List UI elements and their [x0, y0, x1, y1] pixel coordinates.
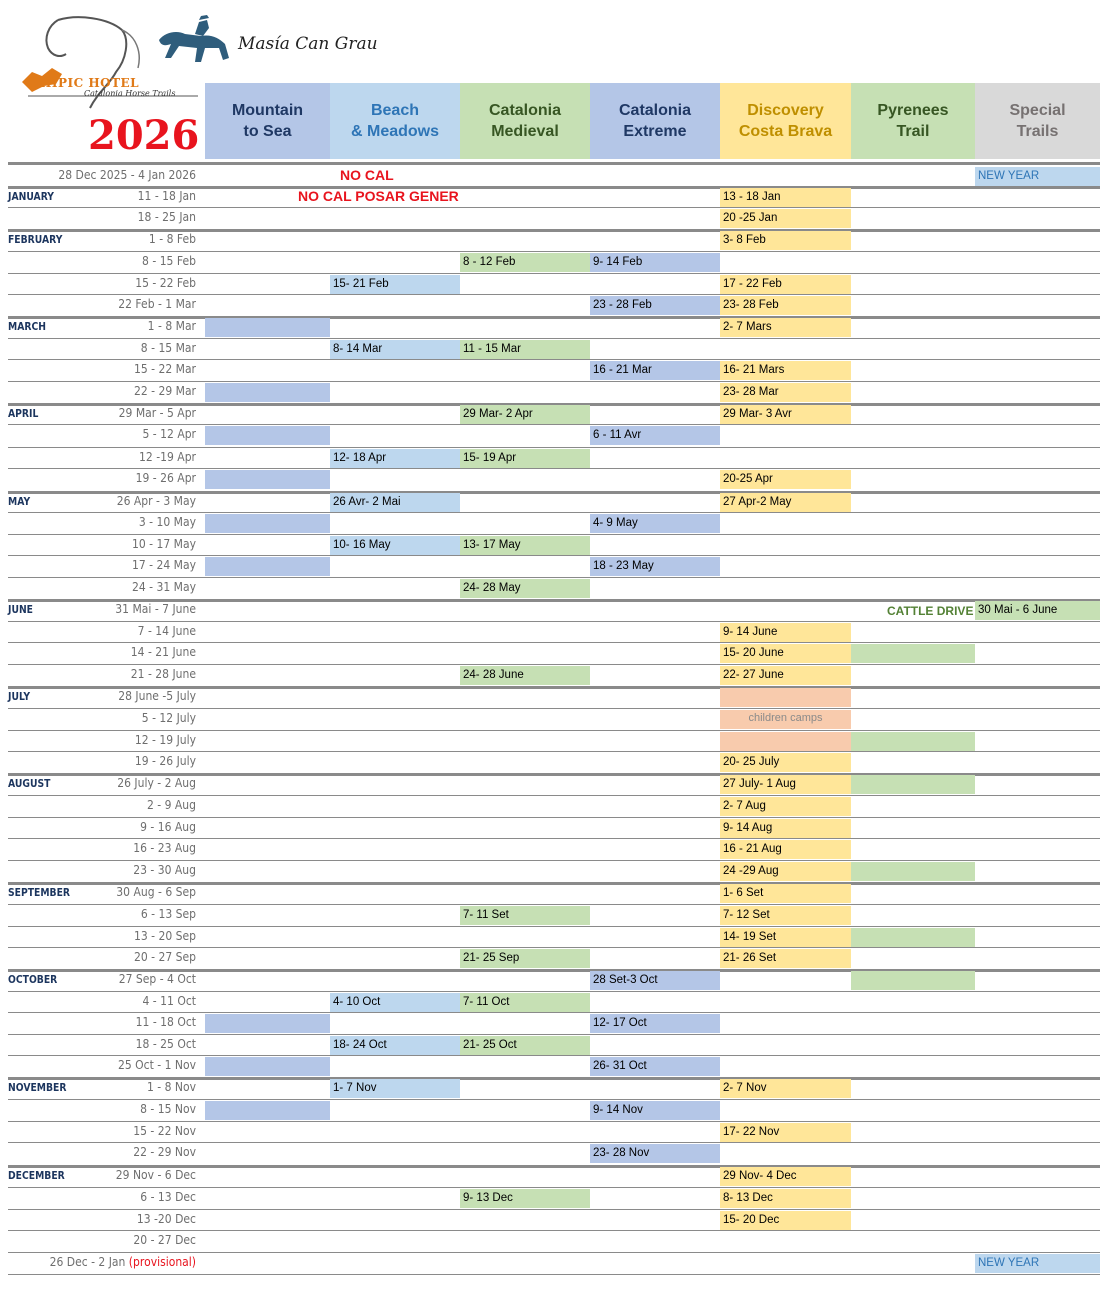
- week-range: 14 - 21 June: [130, 645, 196, 659]
- week-range: 5 - 12 July: [141, 711, 196, 725]
- cell-medieval: 21- 25 Sep: [460, 949, 590, 968]
- week-row: [0, 166, 1105, 187]
- week-row: [0, 578, 1105, 599]
- week-range: 6 - 13 Dec: [140, 1190, 196, 1204]
- cell-mountain: [205, 426, 330, 445]
- week-row: [0, 187, 1105, 208]
- week-row: [0, 752, 1105, 773]
- column-header-special: Special Trails: [975, 83, 1100, 159]
- week-range: 5 - 12 Apr: [142, 427, 196, 441]
- provisional-tag: (provisional): [125, 1255, 196, 1269]
- cell-mountain: [205, 1101, 330, 1120]
- cell-discovery: 17 - 22 Feb: [720, 275, 851, 294]
- week-row: [0, 970, 1105, 991]
- cell-beach: 1- 7 Nov: [330, 1079, 460, 1098]
- cell-discovery: 9- 14 June: [720, 623, 851, 642]
- week-row: [0, 252, 1105, 273]
- week-range: 28 June -5 July: [118, 689, 196, 703]
- week-range: 13 -20 Dec: [136, 1212, 196, 1226]
- week-range: 26 Apr - 3 May: [116, 494, 196, 508]
- cell-beach: 12- 18 Apr: [330, 449, 460, 468]
- week-row: [0, 622, 1105, 643]
- week-range: 8 - 15 Nov: [140, 1102, 196, 1116]
- cell-extreme: 9- 14 Feb: [590, 253, 720, 272]
- cell-discovery: 22- 27 June: [720, 666, 851, 685]
- week-row: [0, 556, 1105, 577]
- week-row: [0, 360, 1105, 381]
- cell-mountain: [205, 1057, 330, 1076]
- month-label: MAY: [8, 495, 31, 508]
- cell-pyrenees: [851, 775, 975, 794]
- week-row: [0, 731, 1105, 752]
- week-row: [0, 905, 1105, 926]
- week-range: 15 - 22 Feb: [135, 276, 196, 290]
- week-range: 11 - 18 Oct: [135, 1015, 196, 1029]
- cell-beach: 10- 16 May: [330, 536, 460, 555]
- hotel-logo-subtitle: Catalonia Horse Trails: [84, 89, 176, 98]
- month-label: MARCH: [8, 320, 46, 333]
- week-range: 1 - 8 Feb: [148, 232, 196, 246]
- week-range: 10 - 17 May: [131, 537, 196, 551]
- week-row: [0, 535, 1105, 556]
- cell-extreme: 16 - 21 Mar: [590, 361, 720, 380]
- cell-mountain: [205, 557, 330, 576]
- week-range: 8 - 15 Feb: [142, 254, 196, 268]
- calendar-year: 2026: [88, 112, 200, 159]
- cell-discovery: 3- 8 Feb: [720, 231, 851, 250]
- week-row: [0, 208, 1105, 229]
- calendar-header: [0, 0, 1105, 165]
- week-row: [0, 492, 1105, 513]
- week-row: [0, 665, 1105, 686]
- week-row: [0, 927, 1105, 948]
- week-range: 17 - 24 May: [131, 558, 196, 572]
- cell-discovery: 27 Apr-2 May: [720, 493, 851, 512]
- week-range: 26 Dec - 2 Jan (provisional): [49, 1255, 196, 1269]
- cell-medieval: 8 - 12 Feb: [460, 253, 590, 272]
- cell-pyrenees: [851, 928, 975, 947]
- cell-extreme: 23 - 28 Feb: [590, 296, 720, 315]
- week-range: 8 - 15 Mar: [140, 341, 196, 355]
- cell-discovery: [720, 688, 851, 707]
- cell-discovery: 14- 19 Set: [720, 928, 851, 947]
- column-header-mountain: Mountain to Sea: [205, 83, 330, 159]
- week-row: [0, 1100, 1105, 1121]
- week-row: [0, 1056, 1105, 1077]
- week-row: [0, 1035, 1105, 1056]
- week-row: [0, 295, 1105, 316]
- cell-medieval: 7- 11 Oct: [460, 993, 590, 1012]
- cell-medieval: 7- 11 Set: [460, 906, 590, 925]
- cell-discovery: 9- 14 Aug: [720, 819, 851, 838]
- cell-special: 30 Mai - 6 June: [975, 601, 1100, 620]
- row-divider: [8, 1274, 1100, 1275]
- no-cal-note: NO CAL: [340, 167, 394, 183]
- no-cal-posar-gener-note: NO CAL POSAR GENER: [298, 188, 459, 204]
- cell-extreme: 18 - 23 May: [590, 557, 720, 576]
- cell-beach: 26 Avr- 2 Mai: [330, 493, 460, 512]
- week-range: 24 - 31 May: [131, 580, 196, 594]
- week-range: 16 - 23 Aug: [133, 841, 196, 855]
- cell-discovery: 7- 12 Set: [720, 906, 851, 925]
- week-range: 12 -19 Apr: [139, 450, 196, 464]
- cell-discovery: 20 -25 Jan: [720, 209, 851, 228]
- cell-discovery: 23- 28 Feb: [720, 296, 851, 315]
- cell-discovery: [720, 732, 851, 751]
- week-row: [0, 861, 1105, 882]
- week-row: [0, 382, 1105, 403]
- week-row: [0, 774, 1105, 795]
- week-range: 18 - 25 Jan: [137, 210, 196, 224]
- cell-medieval: 24- 28 May: [460, 579, 590, 598]
- month-label: JULY: [8, 690, 31, 703]
- brand-name: Masía Can Grau: [238, 34, 378, 54]
- cell-medieval: 29 Mar- 2 Apr: [460, 405, 590, 424]
- cell-discovery: 1- 6 Set: [720, 884, 851, 903]
- cell-mountain: [205, 318, 330, 337]
- cell-mountain: [205, 383, 330, 402]
- week-range: 26 July - 2 Aug: [117, 776, 196, 790]
- week-row: [0, 1122, 1105, 1143]
- week-row: [0, 1013, 1105, 1034]
- week-row: [0, 1210, 1105, 1231]
- cell-beach: 4- 10 Oct: [330, 993, 460, 1012]
- cell-extreme: 4- 9 May: [590, 514, 720, 533]
- week-row: [0, 709, 1105, 730]
- cell-discovery: 16- 21 Mars: [720, 361, 851, 380]
- week-range: 11 - 18 Jan: [137, 189, 196, 203]
- month-label: NOVEMBER: [8, 1081, 67, 1094]
- week-row: [0, 1231, 1105, 1252]
- cell-medieval: 13- 17 May: [460, 536, 590, 555]
- week-range: 18 - 25 Oct: [135, 1037, 196, 1051]
- cell-special: NEW YEAR: [975, 167, 1100, 186]
- cell-discovery: 24 -29 Aug: [720, 862, 851, 881]
- column-header-pyrenees: Pyrenees Trail: [851, 83, 975, 159]
- week-range: 1 - 8 Nov: [146, 1080, 196, 1094]
- cell-discovery: 20- 25 July: [720, 753, 851, 772]
- cell-discovery: 2- 7 Nov: [720, 1079, 851, 1098]
- cell-discovery: 29 Nov- 4 Dec: [720, 1167, 851, 1186]
- week-row: [0, 1188, 1105, 1209]
- week-range: 19 - 26 July: [134, 754, 196, 768]
- rider-logo-icon: [155, 14, 245, 66]
- week-row: [0, 992, 1105, 1013]
- week-row: [0, 230, 1105, 251]
- cell-discovery: 16 - 21 Aug: [720, 840, 851, 859]
- week-range: 29 Mar - 5 Apr: [118, 406, 196, 420]
- week-range: 22 Feb - 1 Mar: [118, 297, 196, 311]
- week-row: [0, 1078, 1105, 1099]
- week-range: 15 - 22 Nov: [133, 1124, 196, 1138]
- cell-beach: 8- 14 Mar: [330, 340, 460, 359]
- week-range: 15 - 22 Mar: [133, 362, 196, 376]
- cell-pyrenees: [851, 862, 975, 881]
- cell-extreme: 23- 28 Nov: [590, 1144, 720, 1163]
- week-row: [0, 643, 1105, 664]
- week-row: [0, 469, 1105, 490]
- month-label: SEPTEMBER: [8, 886, 71, 899]
- month-label: APRIL: [8, 407, 39, 420]
- week-range: 23 - 30 Aug: [133, 863, 196, 877]
- cell-discovery: 2- 7 Mars: [720, 318, 851, 337]
- cell-medieval: 15- 19 Apr: [460, 449, 590, 468]
- week-range: 9 - 16 Aug: [140, 820, 196, 834]
- cell-extreme: 12- 17 Oct: [590, 1014, 720, 1033]
- week-row: [0, 425, 1105, 446]
- children-camps-label: children camps: [748, 712, 823, 724]
- week-row: [0, 1253, 1105, 1274]
- column-header-medieval: Catalonia Medieval: [460, 83, 590, 159]
- week-row: [0, 796, 1105, 817]
- week-range: 6 - 13 Sep: [140, 907, 196, 921]
- cell-medieval: 9- 13 Dec: [460, 1189, 590, 1208]
- cell-discovery: 29 Mar- 3 Avr: [720, 405, 851, 424]
- cell-discovery: 23- 28 Mar: [720, 383, 851, 402]
- week-range: 22 - 29 Nov: [133, 1145, 196, 1159]
- week-range: 27 Sep - 4 Oct: [118, 972, 196, 986]
- cell-discovery: 20-25 Apr: [720, 470, 851, 489]
- week-row: [0, 317, 1105, 338]
- week-range: 21 - 28 June: [130, 667, 196, 681]
- month-label: JUNE: [8, 603, 33, 616]
- cell-extreme: 28 Set-3 Oct: [590, 971, 720, 990]
- week-range: 13 - 20 Sep: [133, 929, 196, 943]
- week-range: 30 Aug - 6 Sep: [116, 885, 196, 899]
- cell-mountain: [205, 470, 330, 489]
- cell-discovery: 15- 20 Dec: [720, 1211, 851, 1230]
- cell-medieval: 24- 28 June: [460, 666, 590, 685]
- week-row: [0, 839, 1105, 860]
- cell-pyrenees: [851, 971, 975, 990]
- week-row: [0, 818, 1105, 839]
- week-range: 20 - 27 Dec: [133, 1233, 196, 1247]
- cell-discovery: 2- 7 Aug: [720, 797, 851, 816]
- cell-discovery: 15- 20 June: [720, 644, 851, 663]
- cell-discovery: 27 July- 1 Aug: [720, 775, 851, 794]
- week-range: 1 - 8 Mar: [147, 319, 196, 333]
- cell-discovery: 13 - 18 Jan: [720, 188, 851, 207]
- week-row: [0, 513, 1105, 534]
- week-row: [0, 1143, 1105, 1164]
- cell-special: NEW YEAR: [975, 1254, 1100, 1273]
- cell-extreme: 26- 31 Oct: [590, 1057, 720, 1076]
- week-range: 7 - 14 June: [137, 624, 196, 638]
- month-label: OCTOBER: [8, 973, 58, 986]
- cell-medieval: 11 - 15 Mar: [460, 340, 590, 359]
- week-range: 4 - 11 Oct: [142, 994, 196, 1008]
- week-row: [0, 687, 1105, 708]
- column-header-extreme: Catalonia Extreme: [590, 83, 720, 159]
- month-label: AUGUST: [8, 777, 51, 790]
- week-row: [0, 883, 1105, 904]
- week-range: 2 - 9 Aug: [146, 798, 196, 812]
- cell-beach: 18- 24 Oct: [330, 1036, 460, 1055]
- week-range: 28 Dec 2025 - 4 Jan 2026: [58, 168, 197, 182]
- week-range: 29 Nov - 6 Dec: [115, 1168, 196, 1182]
- cell-discovery: 21- 26 Set: [720, 949, 851, 968]
- month-label: DECEMBER: [8, 1169, 65, 1182]
- week-range: 22 - 29 Mar: [133, 384, 196, 398]
- cell-pyrenees: [851, 644, 975, 663]
- cell-beach: 15- 21 Feb: [330, 275, 460, 294]
- cell-mountain: [205, 514, 330, 533]
- week-range: 25 Oct - 1 Nov: [117, 1058, 196, 1072]
- week-row: [0, 274, 1105, 295]
- week-row: [0, 404, 1105, 425]
- column-header-discovery: Discovery Costa Brava: [720, 83, 851, 159]
- week-range: 31 Mai - 7 June: [115, 602, 196, 616]
- cell-medieval: 21- 25 Oct: [460, 1036, 590, 1055]
- cell-discovery: 8- 13 Dec: [720, 1189, 851, 1208]
- week-row: [0, 948, 1105, 969]
- column-header-beach: Beach & Meadows: [330, 83, 460, 159]
- cell-mountain: [205, 1014, 330, 1033]
- cell-extreme: 9- 14 Nov: [590, 1101, 720, 1120]
- cattle-drive-label: CATTLE DRIVE: [887, 604, 974, 618]
- week-row: [0, 1166, 1105, 1187]
- week-row: [0, 448, 1105, 469]
- week-row: [0, 339, 1105, 360]
- week-range: 12 - 19 July: [134, 733, 196, 747]
- month-label: JANUARY: [8, 190, 55, 203]
- month-label: FEBRUARY: [8, 233, 63, 246]
- header-separator: [8, 162, 1100, 165]
- cell-pyrenees: [851, 732, 975, 751]
- week-range: 3 - 10 May: [138, 515, 196, 529]
- week-range: 20 - 27 Sep: [133, 950, 196, 964]
- cell-extreme: 6 - 11 Avr: [590, 426, 720, 445]
- cell-discovery: 17- 22 Nov: [720, 1123, 851, 1142]
- week-range: 19 - 26 Apr: [135, 471, 196, 485]
- hotel-logo-text: HIPIC HOTEL: [40, 76, 140, 90]
